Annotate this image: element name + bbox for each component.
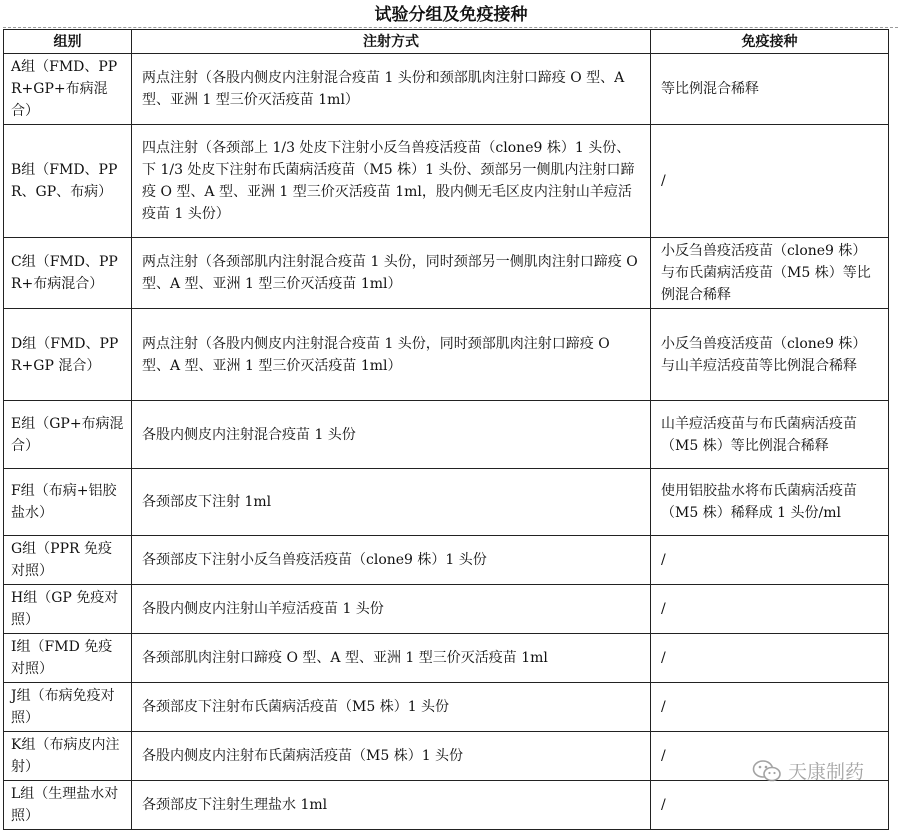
- vaccine-cell: /: [651, 585, 889, 634]
- vaccine-cell: /: [651, 634, 889, 683]
- method-cell: 各颈部皮下注射布氏菌病活疫苗（M5 株）1 头份: [132, 683, 651, 732]
- group-cell: H组（GP 免疫对照）: [4, 585, 132, 634]
- vaccine-cell: 小反刍兽疫活疫苗（clone9 株）与布氏菌病活疫苗（M5 株）等比例混合稀释: [651, 238, 889, 309]
- group-cell: J组（布病免疫对照）: [4, 683, 132, 732]
- group-cell: I组（FMD 免疫对照）: [4, 634, 132, 683]
- group-cell: L组（生理盐水对照）: [4, 781, 132, 830]
- vaccine-cell: 山羊痘活疫苗与布氏菌病活疫苗（M5 株）等比例混合稀释: [651, 401, 889, 469]
- method-cell: 两点注射（各颈部肌内注射混合疫苗 1 头份，同时颈部另一侧肌肉注射口蹄疫 O 型、A 型、亚洲 1 型三价灭活疫苗 1ml）: [132, 238, 651, 309]
- group-cell: D组（FMD、PPR+GP 混合）: [4, 309, 132, 401]
- vaccine-cell: 小反刍兽疫活疫苗（clone9 株）与山羊痘活疫苗等比例混合稀释: [651, 309, 889, 401]
- table-row: [4, 54, 889, 125]
- method-cell: 各股内侧皮内注射混合疫苗 1 头份: [132, 401, 651, 469]
- method-cell: 各颈部皮下注射 1ml: [132, 469, 651, 536]
- group-cell: A组（FMD、PPR+GP+布病混合）: [4, 54, 132, 125]
- method-cell: 各股内侧皮内注射布氏菌病活疫苗（M5 株）1 头份: [132, 732, 651, 781]
- vaccine-cell: /: [651, 781, 889, 830]
- column-header-group: 组别: [4, 30, 132, 54]
- method-cell: 两点注射（各股内侧皮内注射混合疫苗 1 头份和颈部肌肉注射口蹄疫 O 型、A 型、亚洲 1 型三价灭活疫苗 1ml）: [132, 54, 651, 125]
- group-cell: F组（布病+铝胶盐水）: [4, 469, 132, 536]
- group-cell: K组（布病皮内注射）: [4, 732, 132, 781]
- vaccine-cell: /: [651, 536, 889, 585]
- group-cell: C组（FMD、PPR+布病混合）: [4, 238, 132, 309]
- watermark-text: 天康制药: [788, 761, 865, 783]
- table-row: [4, 634, 889, 683]
- vaccine-cell: /: [651, 125, 889, 238]
- table-header-row: [4, 30, 889, 54]
- table-row: [4, 585, 889, 634]
- group-cell: B组（FMD、PPR、GP、布病）: [4, 125, 132, 238]
- group-cell: G组（PPR 免疫对照）: [4, 536, 132, 585]
- vaccine-cell: 等比例混合稀释: [651, 54, 889, 125]
- table-row: [4, 536, 889, 585]
- method-cell: 各股内侧皮内注射山羊痘活疫苗 1 头份: [132, 585, 651, 634]
- method-cell: 各颈部肌肉注射口蹄疫 O 型、A 型、亚洲 1 型三价灭活疫苗 1ml: [132, 634, 651, 683]
- table-row: [4, 781, 889, 830]
- vaccine-cell: /: [651, 732, 889, 781]
- title-divider: [3, 27, 898, 28]
- method-cell: 各颈部皮下注射小反刍兽疫活疫苗（clone9 株）1 头份: [132, 536, 651, 585]
- table-row: [4, 469, 889, 536]
- method-cell: 各颈部皮下注射生理盐水 1ml: [132, 781, 651, 830]
- column-header-vaccine: 免疫接种: [651, 30, 889, 54]
- table-row: [4, 238, 889, 309]
- vaccination-table: [3, 29, 889, 830]
- table-row: [4, 125, 889, 238]
- group-cell: E组（GP+布病混合）: [4, 401, 132, 469]
- watermark: [752, 757, 864, 784]
- table-row: [4, 309, 889, 401]
- wechat-icon: [752, 759, 782, 783]
- table-row: [4, 401, 889, 469]
- column-header-method: 注射方式: [132, 30, 651, 54]
- vaccine-cell: 使用铝胶盐水将布氏菌病活疫苗（M5 株）稀释成 1 头份/ml: [651, 469, 889, 536]
- vaccine-cell: /: [651, 683, 889, 732]
- table-title: 试验分组及免疫接种: [374, 5, 528, 25]
- method-cell: 两点注射（各股内侧皮内注射混合疫苗 1 头份，同时颈部肌肉注射口蹄疫 O 型、A 型、亚洲 1 型三价灭活疫苗 1ml）: [132, 309, 651, 401]
- table-row: [4, 683, 889, 732]
- method-cell: 四点注射（各颈部上 1/3 处皮下注射小反刍兽疫活疫苗（clone9 株）1 头份、下 1/3 处皮下注射布氏菌病活疫苗（M5 株）1 头份、颈部另一侧肌内注射口蹄疫 O 型、A 型、亚洲 1 型三价灭活疫苗 1ml，股内侧无毛区皮内注射山羊痘活疫苗 1 头份）: [132, 125, 651, 238]
